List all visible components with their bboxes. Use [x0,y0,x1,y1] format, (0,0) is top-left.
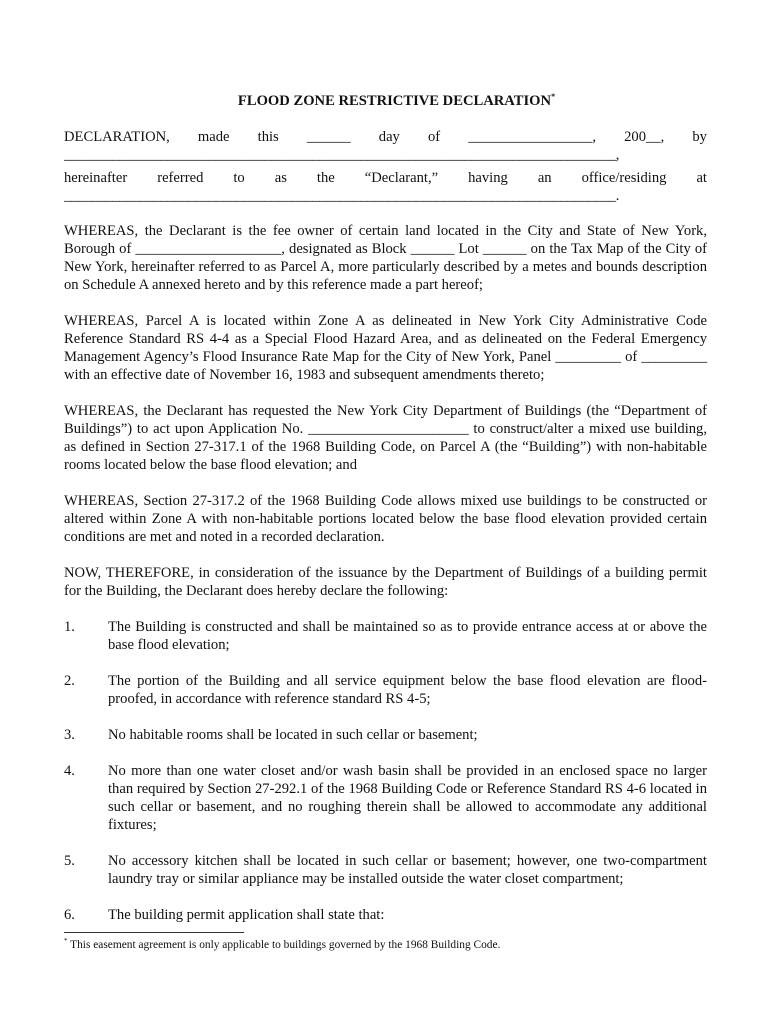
list-item [64,726,707,744]
footnote-divider [64,932,244,933]
day-blank: ______ [306,129,351,145]
month-blank: _________________, [468,129,596,145]
list-item-text: No habitable rooms shall be located in such cellar or basement; [108,727,478,743]
declaration-word: DECLARATION, [64,129,170,145]
list-item-number: 4. [64,763,75,779]
list-item-text: The portion of the Building and all service equipment below the base flood elevation are flood-proofed, in accordance with reference standard RS 4-5; [108,673,707,707]
hereinafter-word: as [274,170,287,186]
whereas-paragraph-1: WHEREAS, the Declarant is the fee owner of certain land located in the City and State of New York, Borough of ____________________, designated as Block ______ Lot ______ on the Tax Map of the City of New York, hereinafter referred to as Parcel A, more particularly described by a metes and bounds description on Schedule A annexed hereto and by this reference made a part hereof; [64,223,707,293]
hereinafter-word: an [537,170,552,186]
hereinafter-line [64,169,707,187]
hereinafter-word: referred [157,170,204,186]
list-item-text: The Building is constructed and shall be maintained so as to provide entrance access at or above the base flood elevation; [108,619,707,653]
list-item [64,672,707,708]
whereas-paragraph-4: WHEREAS, Section 27-317.2 of the 1968 Building Code allows mixed use buildings to be constructed or altered within Zone A with non-habitable portions located below the base flood elevation provided certain conditions are met and noted in a recorded declaration. [64,493,707,545]
year-blank: 200__, [624,129,665,145]
list-item-number: 6. [64,907,75,923]
hereinafter-word: having [468,170,508,186]
declarant-name-blank: ________________________________________________________________________________, [64,147,619,163]
now-therefore-paragraph: NOW, THEREFORE, in consideration of the issuance by the Department of Buildings of a building permit for the Building, the Declarant does hereby declare the following: [64,565,707,599]
declaration-word: by [692,129,707,145]
declaration-line [64,128,707,146]
list-item [64,906,707,924]
document-title [64,92,707,110]
hereinafter-word: the [316,170,335,186]
list-item-text: No accessory kitchen shall be located in such cellar or basement; however, one two-compartment laundry tray or similar appliance may be installed outside the water closet compartment; [108,853,707,887]
document-page [64,92,707,924]
title-footnote-marker: * [551,92,556,102]
footnote [64,938,500,952]
whereas-paragraph-3: WHEREAS, the Declarant has requested the New York City Department of Buildings (the “Department of Buildings”) to act upon Application No. ______________________ to construct/alter a mixed use building, as defined in Section 27-317.1 of the 1968 Building Code, on Parcel A (the “Building”) with non-habitable rooms located below the base flood elevation; and [64,403,707,473]
hereinafter-word: to [233,170,245,186]
list-item-number: 5. [64,853,75,869]
list-item-number: 1. [64,619,75,635]
list-item-text: No more than one water closet and/or wash basin shall be provided in an enclosed space no larger than required by Section 27-292.1 of the 1968 Building Code or Reference Standard RS 4-6 located in such cellar or basement, and no roughing therein shall be allowed to accommodate any additional fixtures; [108,763,707,833]
hereinafter-word: office/residing [581,170,667,186]
declaration-word: made [197,129,230,145]
hereinafter-word: “Declarant,” [364,170,439,186]
hereinafter-word: at [696,170,707,186]
declaration-word: this [257,129,279,145]
address-blank: ________________________________________________________________________________. [64,188,619,204]
hereinafter-word: hereinafter [64,170,128,186]
list-item-number: 2. [64,673,75,689]
declaration-word: day [378,129,400,145]
list-item [64,762,707,834]
list-item [64,618,707,654]
list-item-number: 3. [64,727,75,743]
list-item-text: The building permit application shall state that: [108,907,385,923]
declaration-word: of [427,129,441,145]
footnote-marker: * [64,937,68,946]
whereas-paragraph-2: WHEREAS, Parcel A is located within Zone A as delineated in New York City Administrative Code Reference Standard RS 4-4 as a Special Flood Hazard Area, and as delineated on the Federal Emergency Management Agency’s Flood Insurance Rate Map for the City of New York, Panel _________ of _________ with an effective date of November 16, 1983 and subsequent amendments thereto; [64,313,707,383]
footnote-text: This easement agreement is only applicable to buildings governed by the 1968 Building Code. [70,939,501,951]
title-text: FLOOD ZONE RESTRICTIVE DECLARATION [237,93,552,109]
list-item [64,852,707,888]
